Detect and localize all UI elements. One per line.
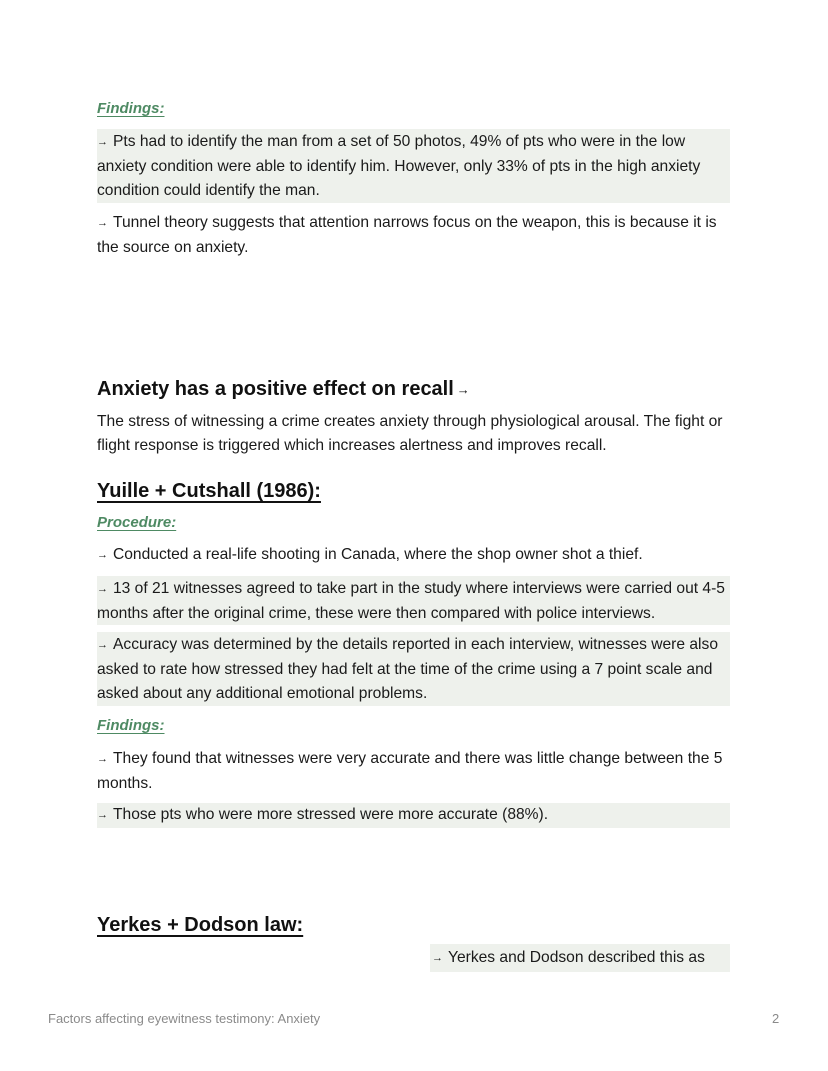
finding-item — [97, 803, 730, 828]
arrow-icon: → — [432, 952, 443, 964]
section-heading — [97, 378, 470, 401]
heading-text: Anxiety has a positive effect on recall — [97, 378, 454, 400]
arrow-icon: → — [97, 639, 108, 651]
arrow-icon: → — [97, 549, 108, 561]
finding-text: Those pts who were more stressed were more accurate (88%). — [113, 806, 549, 823]
arrow-icon: → — [97, 136, 108, 148]
arrow-icon: → — [97, 583, 108, 595]
findings-label: Findings: — [97, 100, 165, 117]
finding-item — [97, 747, 730, 796]
procedure-label: Procedure: — [97, 514, 177, 531]
yerkes-heading: Yerkes + Dodson law: — [97, 914, 304, 936]
arrow-icon: → — [97, 217, 108, 229]
footer-title: Factors affecting eyewitness testimony: Anxiety — [48, 1011, 321, 1026]
study-heading: Yuille + Cutshall (1986): — [97, 480, 321, 502]
finding-text: Tunnel theory suggests that attention narrows focus on the weapon, this is because it is the source on anxiety. — [97, 214, 717, 256]
procedure-item — [97, 576, 730, 625]
procedure-item — [97, 632, 730, 706]
yerkes-item — [430, 944, 730, 972]
procedure-text: Accuracy was determined by the details reported in each interview, witnesses were also asked to rate how stressed they had felt at the time of the crime using a 7 point scale and asked about any additional emotional problems. — [97, 636, 718, 702]
arrow-icon: → — [97, 753, 108, 765]
findings-label: Findings: — [97, 717, 165, 734]
page-number: 2 — [772, 1011, 780, 1026]
procedure-text: 13 of 21 witnesses agreed to take part in the study where interviews were carried out 4-5 months after the original crime, these were then compared with police interviews. — [97, 580, 725, 622]
yerkes-text: Yerkes and Dodson described this as — [448, 949, 705, 966]
arrow-icon: → — [97, 809, 108, 821]
section-body: The stress of witnessing a crime creates anxiety through physiological arousal. The fight or flight response is triggered which increases alertness and improves recall. — [97, 413, 723, 454]
finding-item — [97, 211, 730, 260]
finding-item — [97, 129, 730, 203]
procedure-item — [97, 543, 730, 568]
procedure-text: Conducted a real-life shooting in Canada, where the shop owner shot a thief. — [113, 546, 643, 563]
finding-text: Pts had to identify the man from a set of 50 photos, 49% of pts who were in the low anxiety condition were able to identify him. However, only 33% of pts in the high anxiety condition could identify the man. — [97, 133, 701, 199]
arrow-icon: → — [456, 382, 470, 397]
finding-text: They found that witnesses were very accurate and there was little change between the 5 months. — [97, 750, 723, 792]
